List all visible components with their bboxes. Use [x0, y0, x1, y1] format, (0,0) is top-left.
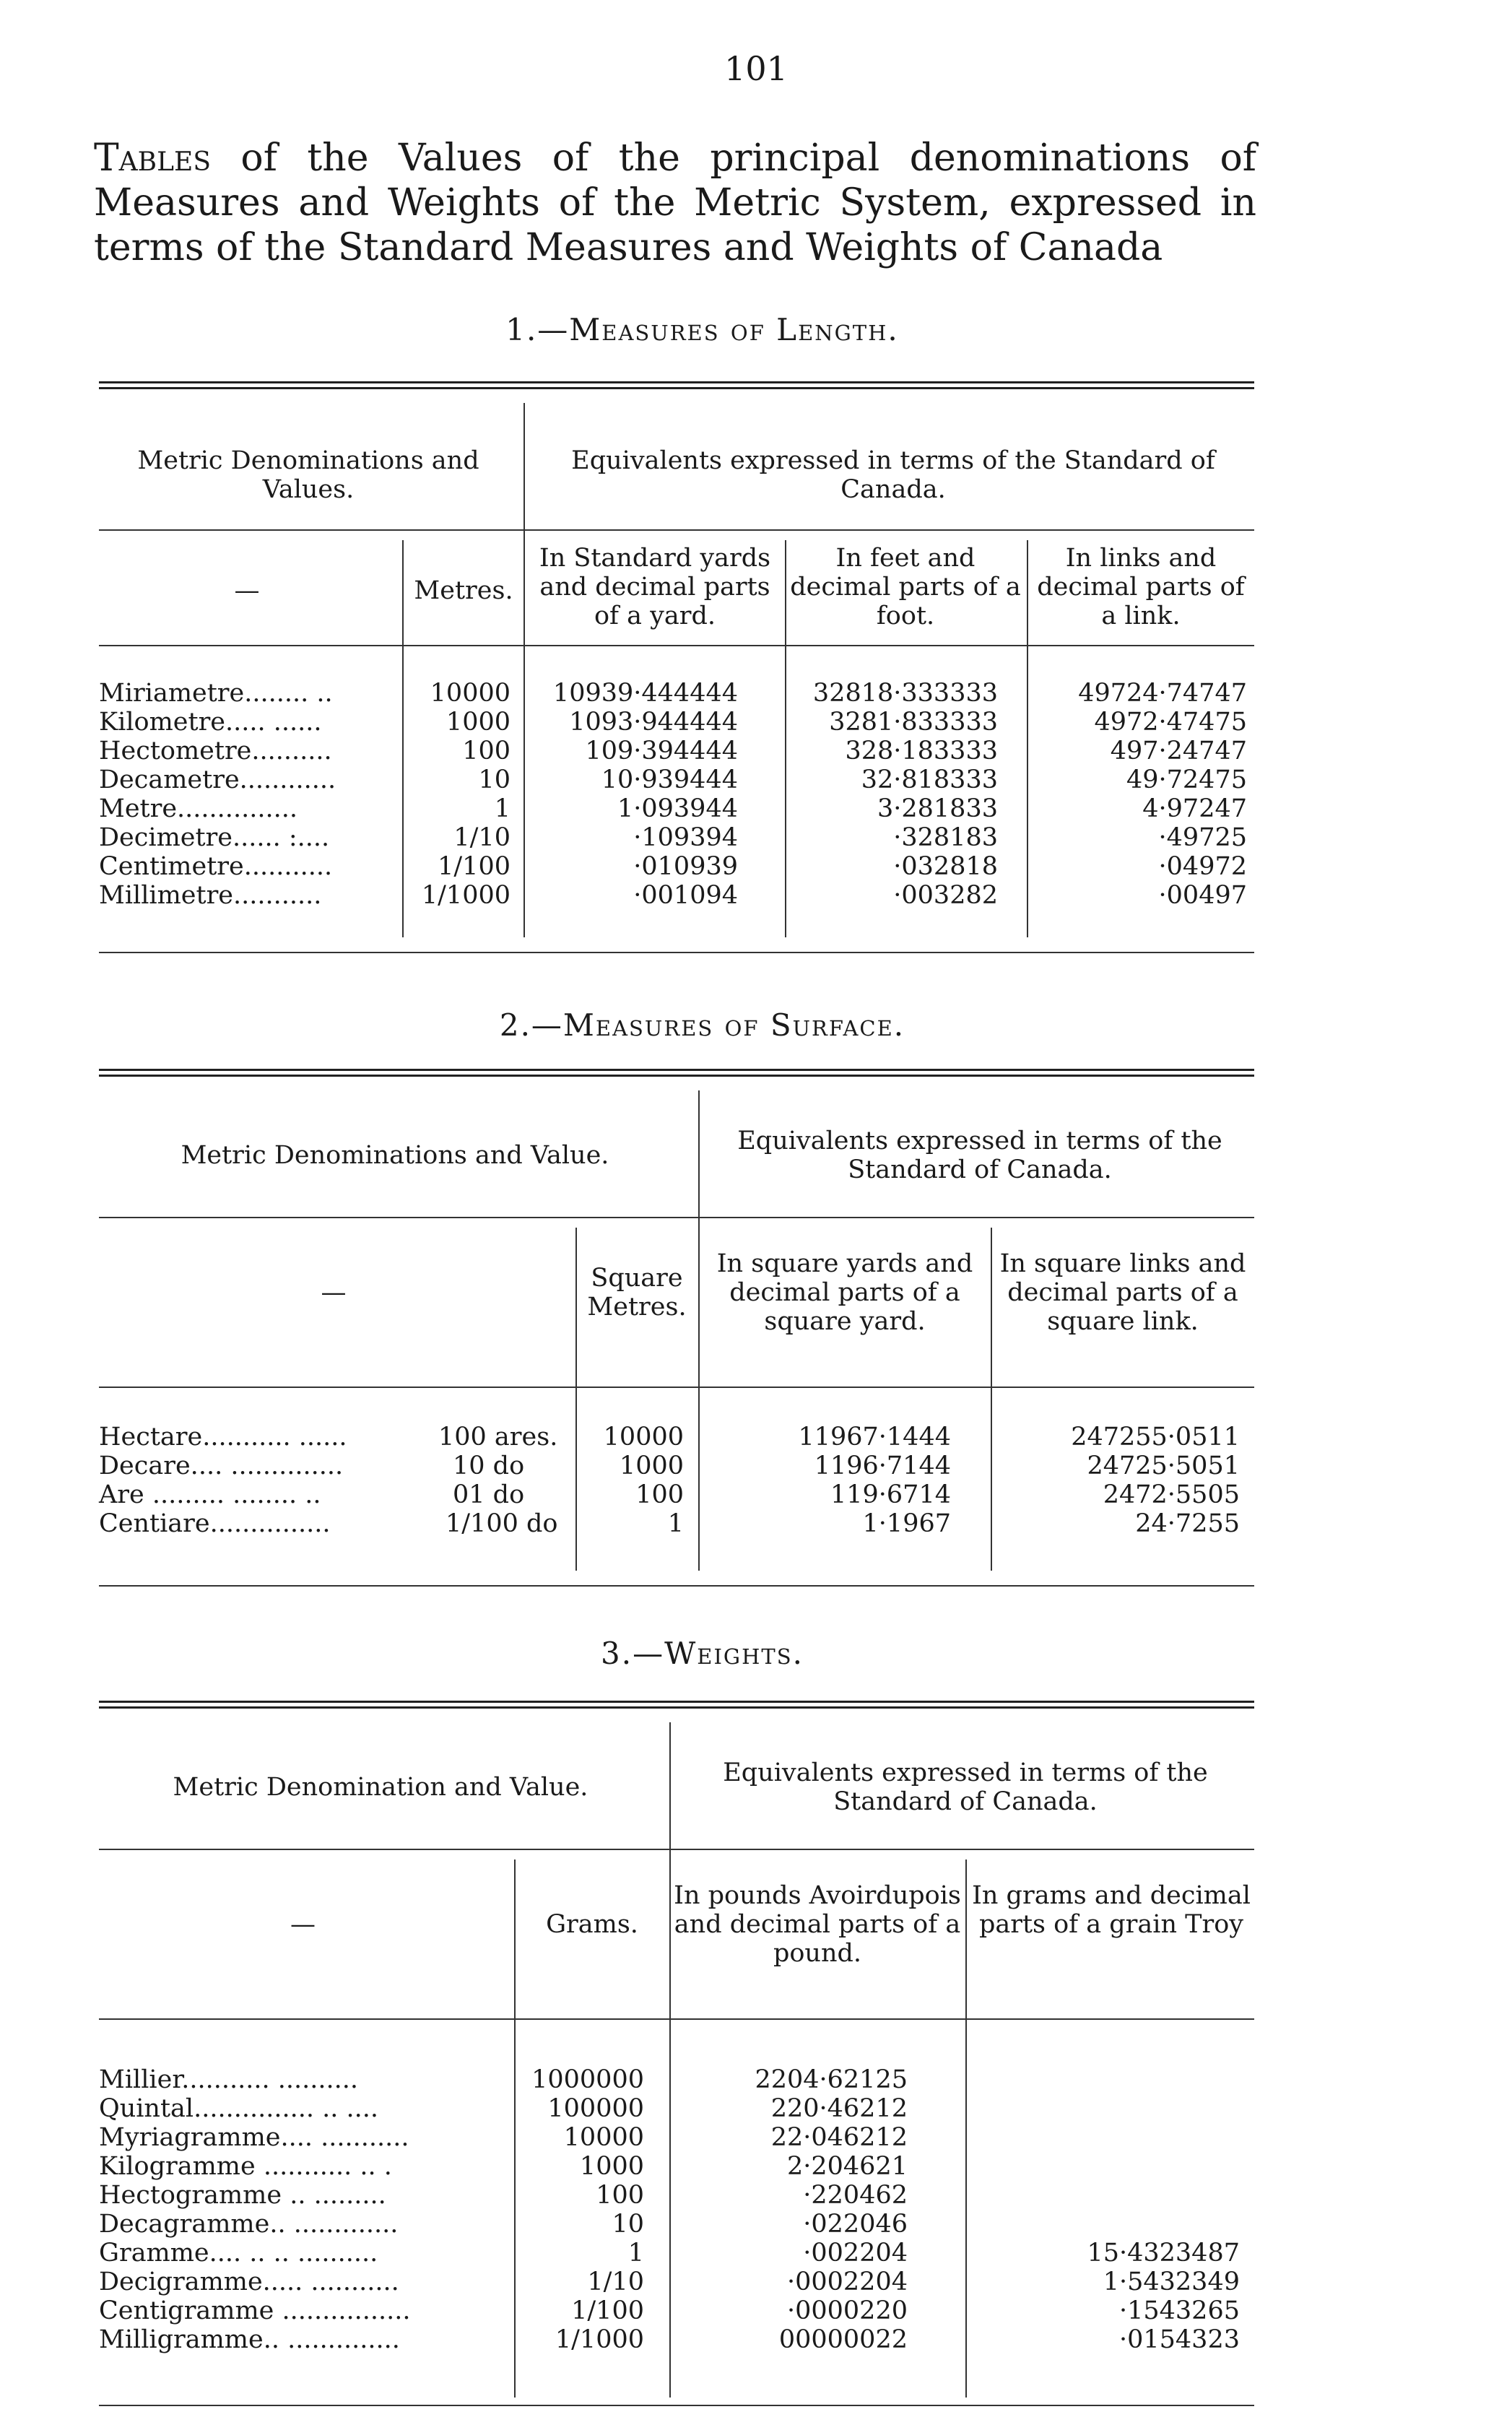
table-row: Kilogramme ........... .. . 1000 2·204621 — [99, 2152, 908, 2181]
length-table — [99, 381, 1254, 959]
table-row: Decametre............ 10 10·939444 32·818333 49·72475 — [99, 765, 1247, 794]
surface-col-denominations: Metric Denominations and Value. — [181, 1141, 609, 1170]
surface-sub-sqmetres: Square Metres. — [587, 1264, 687, 1322]
surface-sub-sqlinks: In square links and decimal parts of a square link. — [999, 1249, 1246, 1336]
table-row: Hectometre.......... 100 109·394444 328·183333 497·24747 — [99, 737, 1247, 765]
table-row: Decare.... .............. 10 do 1000 1196·7144 24725·5051 — [99, 1452, 1240, 1480]
title-text: of the Values of the principal denominations of Measures and Weights of the Metric System, expressed in terms of the Standard Measures and Weights of Canada — [94, 136, 1256, 269]
length-col-denominations: Metric Denominations and Values. — [137, 446, 479, 504]
page-title — [94, 136, 1256, 270]
table-row: Metre............... 1 1·093944 3·281833 4·97247 — [99, 794, 1247, 823]
weights-table — [99, 1701, 1254, 2423]
surface-table — [99, 1069, 1254, 1589]
length-sub-yards: In Standard yards and decimal parts of a yard. — [539, 544, 771, 630]
weights-sub-grams: Grams. — [546, 1910, 638, 1939]
length-col-equivalents: Equivalents expressed in terms of the Standard of Canada. — [571, 446, 1215, 504]
table-row: Hectogramme .. ......... 100 ·220462 — [99, 2181, 908, 2210]
surface-col-equivalents: Equivalents expressed in terms of the Standard of Canada. — [737, 1127, 1222, 1184]
weights-col-equivalents: Equivalents expressed in terms of the Standard of Canada. — [723, 1758, 1208, 1816]
weights-heading: 3.—Weights. — [601, 1636, 804, 1671]
table-row: Hectare........... ...... 100 ares. 10000 11967·1444 247255·0511 — [99, 1423, 1240, 1452]
length-sub-metres: Metres. — [414, 576, 513, 605]
surface-heading: 2.—Measures of Surface. — [499, 1007, 905, 1043]
length-sub-links: In links and decimal parts of a link. — [1037, 544, 1245, 630]
table-row: Miriametre........ .. 10000 10939·444444 32818·333333 49724·74747 — [99, 679, 1247, 708]
table-row: Milligramme.. .............. 1/1000 00000022 ·0154323 — [99, 2325, 1240, 2354]
table-row: Gramme.... .. .. .......... 1 ·002204 15·4323487 — [99, 2239, 1240, 2268]
table-row: Centiare............... 1/100 do 1 1·1967 24·7255 — [99, 1509, 1240, 1538]
surface-sub-dash: — — [321, 1278, 347, 1307]
weights-col-denominations: Metric Denomination and Value. — [173, 1773, 588, 1802]
table-row: Decigramme..... ........... 1/10 ·0002204 1·5432349 — [99, 2268, 1240, 2296]
table-row: Centigramme ................ 1/100 ·0000220 ·1543265 — [99, 2296, 1240, 2325]
weights-sub-dash: — — [290, 1910, 316, 1939]
weights-sub-grains: In grams and decimal parts of a grain Troy — [972, 1881, 1251, 1939]
table-row: Kilometre..... ...... 1000 1093·944444 3281·833333 4972·47475 — [99, 708, 1247, 737]
table-row: Millier........... .......... 1000000 2204·62125 — [99, 2065, 908, 2094]
weights-sub-pounds: In pounds Avoirdupois and decimal parts of a pound. — [674, 1881, 961, 1968]
table-row: Are ......... ........ .. 01 do 100 119·6714 2472·5505 — [99, 1480, 1240, 1509]
page-number: 101 — [724, 49, 788, 88]
length-sub-feet: In feet and decimal parts of a foot. — [790, 544, 1021, 630]
length-sub-dash: — — [234, 576, 260, 605]
table-row: Decagramme.. ............. 10 ·022046 — [99, 2210, 908, 2239]
table-row: Millimetre........... 1/1000 ·001094 ·003282 ·00497 — [99, 881, 1247, 910]
table-row: Decimetre...... :.... 1/10 ·109394 ·328183 ·49725 — [99, 823, 1247, 852]
surface-sub-sqyards: In square yards and decimal parts of a square yard. — [716, 1249, 973, 1336]
table-row: Quintal............... .. .... 100000 220·46212 — [99, 2094, 908, 2123]
table-row: Centimetre........... 1/100 ·010939 ·032818 ·04972 — [99, 852, 1247, 881]
length-heading: 1.—Measures of Length. — [505, 312, 899, 347]
title-lead: Tables — [94, 136, 211, 180]
table-row: Myriagramme.... ........... 10000 22·046212 — [99, 2123, 908, 2152]
